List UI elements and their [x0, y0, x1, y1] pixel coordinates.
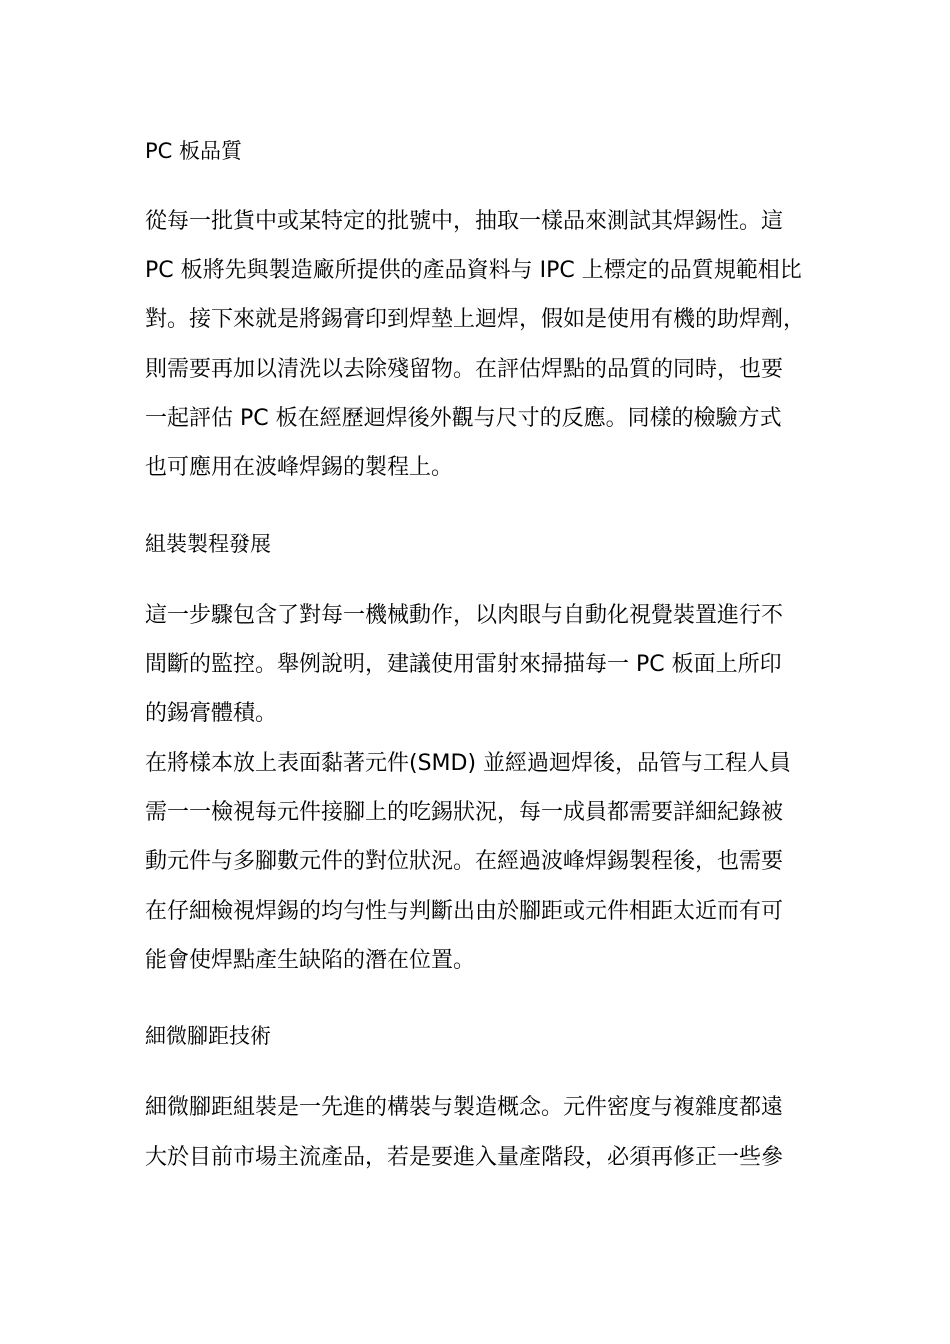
paragraph-line: 在將樣本放上表面黏著元件(SMD) 並經過迴焊後，品管与工程人員 — [145, 751, 792, 776]
section-heading: PC 板品質 — [145, 139, 243, 163]
paragraph-line: 一起評估 PC 板在經歷迴焊後外觀与尺寸的反應。同樣的檢驗方式 — [145, 406, 782, 431]
paragraph-line: 間斷的監控。舉例說明，建議使用雷射來掃描每一 PC 板面上所印 — [145, 652, 782, 677]
section-heading: 細微腳距技術 — [145, 1024, 271, 1048]
paragraph-line: 大於目前市場主流產品，若是要進入量產階段，必須再修正一些參 — [145, 1145, 784, 1170]
paragraph-line: 能會使焊點產生缺陷的潛在位置。 — [145, 948, 476, 973]
paragraph-line: 也可應用在波峰焊錫的製程上。 — [145, 455, 454, 480]
paragraph-line: 則需要再加以清洗以去除殘留物。在評估焊點的品質的同時，也要 — [145, 357, 784, 382]
section-heading: 組裝製程發展 — [145, 532, 271, 556]
paragraph-line: 從每一批貨中或某特定的批號中，抽取一樣品來測試其焊錫性。這 — [145, 209, 784, 234]
paragraph-line: 動元件与多腳數元件的對位狀況。在經過波峰焊錫製程後，也需要 — [145, 849, 784, 874]
paragraph-line: 的錫膏體積。 — [145, 701, 278, 726]
paragraph-line: 需一一檢視每元件接腳上的吃錫狀況，每一成員都需要詳細紀錄被 — [145, 800, 784, 825]
paragraph-line: PC 板將先與製造廠所提供的產品資料与 IPC 上標定的品質規範相比 — [145, 258, 802, 283]
paragraph-line: 細微腳距組裝是一先進的構裝与製造概念。元件密度与複雜度都遠 — [145, 1095, 784, 1120]
paragraph-line: 這一步驟包含了對每一機械動作，以肉眼与自動化視覺裝置進行不 — [145, 603, 784, 628]
paragraph-line: 對。接下來就是將錫膏印到焊墊上迴焊，假如是使用有機的助焊劑， — [145, 307, 806, 332]
paragraph-line: 在仔細檢視焊錫的均勻性与判斷出由於腳距或元件相距太近而有可 — [145, 899, 784, 924]
